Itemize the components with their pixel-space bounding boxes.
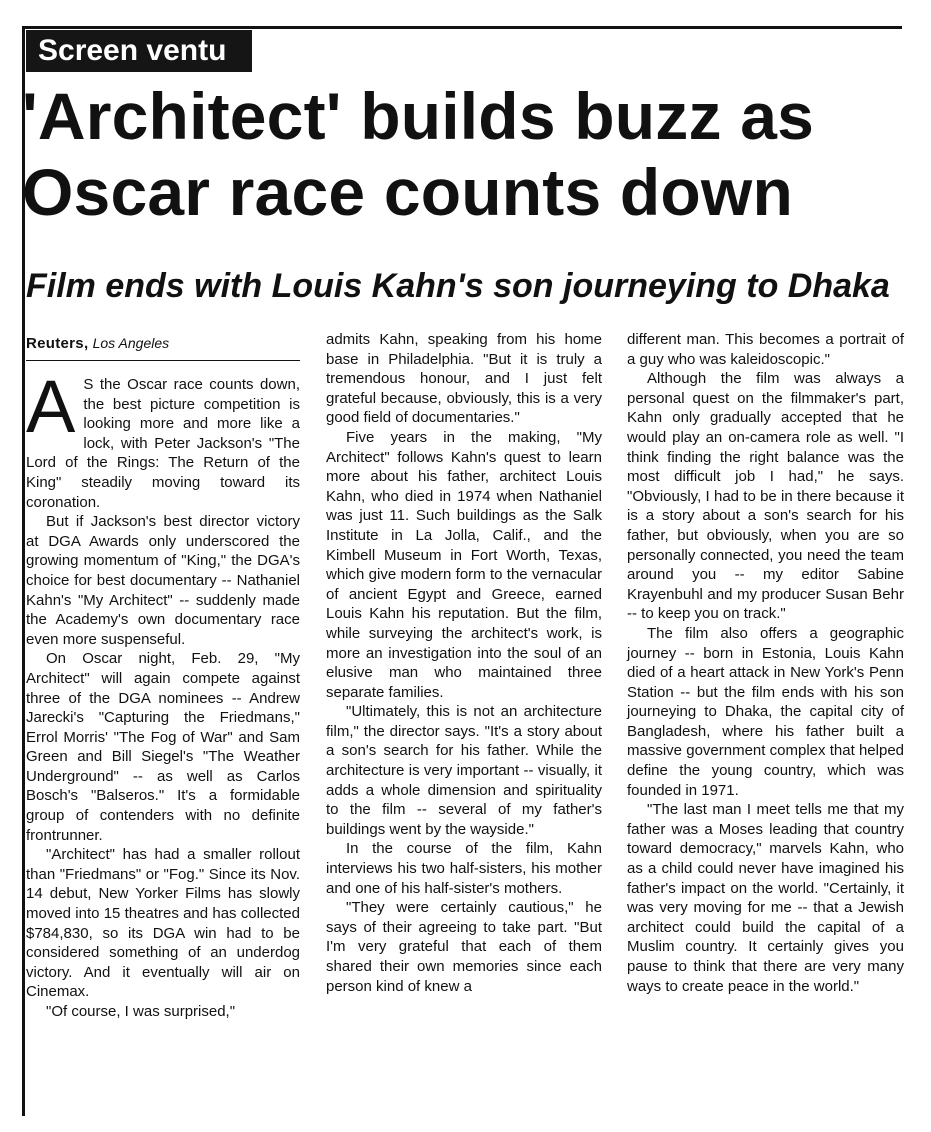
paragraph: "Of course, I was surprised," — [46, 1003, 236, 1020]
article-column-3 — [627, 330, 904, 996]
paragraph: "They were certainly cautious," he says of their agreeing to take part. "But I'm very grateful that each of them shared their own memories since each person kind of knew a — [326, 899, 602, 995]
paragraph: The film also offers a geographic journey -- born in Estonia, Louis Kahn died of a heart attack in New York's Penn Station -- but the film ends with his son journeying to Dhaka, the capital city of Bangladesh, where his father built a massive government complex that helped define the young country, which was founded in 1971. — [627, 624, 904, 799]
paragraph: But if Jackson's best director victory at DGA Awards only underscored the growing momentum of "King," the DGA's choice for best documentary -- Nathaniel Kahn's "My Architect" -- suddenly made the Academy's own documentary race even more suspenseful. — [26, 513, 300, 648]
section-kicker: Screen ventu — [26, 30, 252, 72]
byline-location: Los Angeles — [92, 335, 170, 351]
byline-agency: Reuters, — [26, 335, 89, 352]
lead-text: S the Oscar race counts down, the best picture competition is looking more and more like a lock, with Peter Jackson's "The Lord of the Rings: The Return of the King" steadily moving toward its coronation. — [26, 376, 300, 511]
paragraph: Although the film was always a personal quest on the filmmaker's part, Kahn only gradually accepted that he would play an on-camera role as well. "I think finding the right balance was the most difficult job I had," he says. "Obviously, I had to be in there because it is a story about a son's search for his father, but obviously, when you are so personally connected, you need the team around you -- my editor Sabine Krayenbuhl and my producer Susan Behr -- to keep you on track." — [627, 370, 904, 623]
drop-cap: A — [26, 365, 76, 448]
paragraph: On Oscar night, Feb. 29, "My Architect" will again compete against three of the DGA nominees -- Andrew Jarecki's "Capturing the Friedmans," Errol Morris' "The Fog of War" and Sam Green and Bill Siegel's "The Weather Underground" -- as well as Carlos Bosch's "Balseros." It's a formidable group of contenders with no definite frontrunner. — [26, 650, 300, 844]
paragraph-continued: different man. This becomes a portrait of a guy who was kaleidoscopic." — [627, 331, 904, 368]
paragraph: "Ultimately, this is not an architecture film," the director says. "It's a story about a son's search for his father. While the architecture is very important -- visually, it adds a whole dimension and spirituality to the film -- several of my father's buildings went by the wayside." — [326, 703, 602, 838]
lead-paragraph — [26, 365, 300, 512]
article-column-1 — [26, 330, 300, 1022]
subheadline: Film ends with Louis Kahn's son journeying to Dhaka — [26, 267, 890, 305]
article-column-2 — [326, 330, 602, 996]
paragraph-continued: admits Kahn, speaking from his home base in Philadelphia. "But it is truly a tremendous honour, and I just felt grateful because, obviously, this is a very good field of documentaries." — [326, 331, 602, 427]
byline — [26, 330, 300, 361]
headline: 'Architect' builds buzz as Oscar race counts down — [22, 79, 815, 229]
top-rule — [22, 26, 902, 29]
paragraph: "The last man I meet tells me that my father was a Moses leading that country toward democracy," marvels Kahn, who as a child could never have imagined his father's impact on the world. "Certainly, it was very moving for me -- that a Jewish architect could build the capital of a Muslim country. It certainly gives you pause to think that there are very many ways to create peace in the world." — [627, 801, 904, 995]
paragraph: In the course of the film, Kahn interviews his two half-sisters, his mother and one of his half-sister's mothers. — [326, 840, 602, 897]
paragraph: Five years in the making, "My Architect" follows Kahn's quest to learn more about his father, architect Louis Kahn, who died in 1974 when Nathaniel was just 11. Such buildings as the Salk Institute in La Jolla, Calif., and the Kimbell Museum in Fort Worth, Texas, which give modern form to the vernacular of ancient Egypt and Greece, earned Louis Kahn his reputation. But the film, while surveying the architect's work, is more an investigation into the soul of an elusive man who maintained three separate families. — [326, 428, 602, 701]
paragraph: "Architect" has had a smaller rollout than "Friedmans" or "Fog." Since its Nov. 14 debut, New Yorker Films has slowly moved into 15 theatres and has collected $784,830, so its DGA win had to be considered something of an underdog victory. And it eventually will air on Cinemax. — [26, 846, 300, 1001]
